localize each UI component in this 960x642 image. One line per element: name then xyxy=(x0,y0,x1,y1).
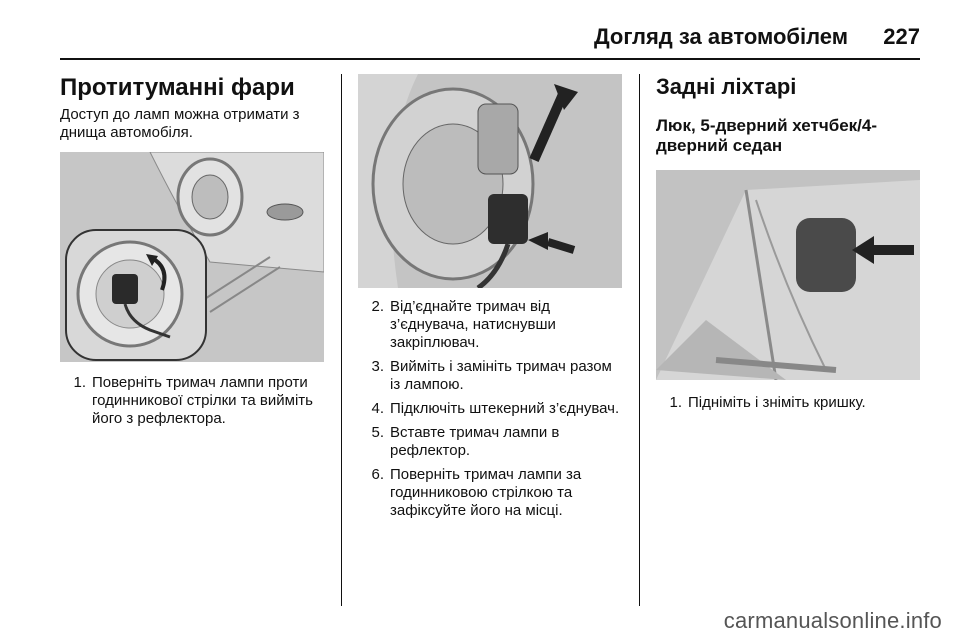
step-number: 6. xyxy=(371,466,384,483)
column-divider-1 xyxy=(341,74,342,606)
rear-light-cover-illustration xyxy=(656,170,920,380)
step-number: 5. xyxy=(371,424,384,441)
step-text: Вийміть і замініть тримач разом із лампою. xyxy=(390,358,612,393)
list-item xyxy=(358,358,622,394)
step-text: Підніміть і зніміть кришку. xyxy=(688,394,866,411)
step-text: Від’єднайте тримач від з’єднувача, натиснувши закріплювач. xyxy=(390,298,556,351)
list-item xyxy=(656,394,920,412)
section-heading-fog-lights: Протитуманні фари xyxy=(60,74,295,101)
step-text: Підключіть штекерний з’єднувач. xyxy=(390,400,620,417)
right-column xyxy=(656,74,920,418)
step-list-right xyxy=(656,394,920,412)
step-text: Поверніть тримач лампи за годинниковою стрілкою та зафіксуйте його на місці. xyxy=(390,466,582,519)
column-divider-2 xyxy=(639,74,640,606)
intro-text: Доступ до ламп можна отримати з днища автомобіля. xyxy=(60,106,300,141)
bulb-holder-illustration xyxy=(358,74,622,288)
page-header xyxy=(60,10,920,58)
step-number: 1. xyxy=(73,374,86,391)
step-list-middle xyxy=(358,298,622,520)
middle-column xyxy=(358,74,622,526)
step-number: 4. xyxy=(371,400,384,417)
step-list-left xyxy=(60,374,326,428)
list-item xyxy=(60,374,326,428)
list-item xyxy=(358,298,622,352)
header-divider xyxy=(60,58,920,60)
list-item xyxy=(358,424,622,460)
left-column xyxy=(60,74,326,434)
step-number: 1. xyxy=(669,394,682,411)
list-item xyxy=(358,400,622,418)
page-number: 227 xyxy=(883,24,920,49)
subheading-body-types: Люк, 5-дверний хетчбек/4-дверний седан xyxy=(656,116,878,155)
step-number: 2. xyxy=(371,298,384,315)
section-heading-rear-lights: Задні ліхтарі xyxy=(656,74,797,99)
watermark: carmanualsonline.info xyxy=(723,608,942,633)
header-title: Догляд за автомобілем xyxy=(593,24,848,49)
step-text: Поверніть тримач лампи проти годинникової стрілки та вийміть його з рефлектора. xyxy=(92,374,313,427)
fog-light-illustration xyxy=(60,152,324,362)
step-text: Вставте тримач лампи в рефлектор. xyxy=(390,424,560,459)
list-item xyxy=(358,466,622,520)
step-number: 3. xyxy=(371,358,384,375)
